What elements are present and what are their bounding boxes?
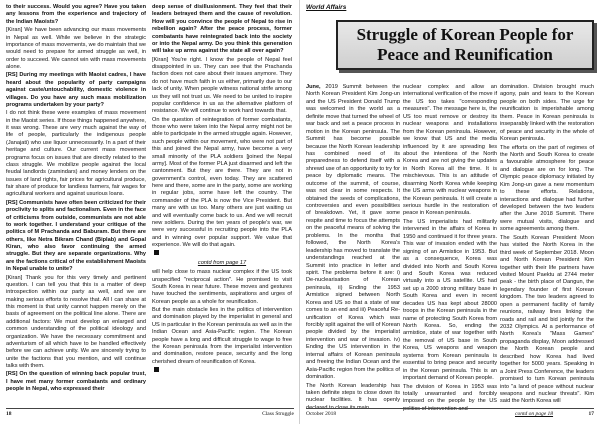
article-column-3 [500,84,594,406]
article-paragraph: The efforts on the part of regimes of the North and South Korea to create a favourable atmosphere for peace and dialogue are on for long. The Olympic peace diplomacy initiated by Kim Jong-un gave a new momentum to these efforts. Relations, interactions and dialogue had further developed between the two leaders after the June 2018 Summit. There were mutual visits, dialogue and some agreements among them. [500,144,594,233]
article-paragraph: The division of Korea in 1953 was totally unwarranted and forcibly imposed on the people by the US [403,383,497,405]
footer-rule [306,408,594,409]
article-paragraph: June, 2019 Summit between the North Korean President Kim Jong-un and the US President Donald Trump was welcomed in the world as a definite move that turned the wheel of war back and set a peace process in motion in the Korean peninsula. The Summit has become possible because the North Korean leadership has combined need of its preparedness to defend itself with a shrewd use of an opportunity to try for peace by diplomatic means. The outcome of the summit, of course, was not clear in some respects. It obtained the seeds of complications, controversies and even possibilities of breakdown. Yet, it gave some respite and time to focus the attempts on the peaceful means of solving the problems. In the months that followed, the North Korea's leadership has moved to translate the understandings reached at the Summit into practice in letter and spirit. The problems before it are: i) De-nuclearisation of Korean peninsula, ii) Ending the 1953 Armistice signed between North Korea and US so that a state of war comes to an end and iii) Peaceful Re-unification of Korea which was forcibly split against the will of Korean people divided by the imperialist intervention and war of invasion. iv) Ending the US intervention in the internal affairs of Korean peninsula and freeing the Indian Ocean and the Asia-Pacific region from the politics of domination. [306,84,400,381]
magazine-name: Class Struggle [262,411,294,417]
lead-word: June, [306,84,326,90]
section-label: World Affairs [306,4,347,11]
magazine-date: October 2018 [306,411,337,417]
continued-paragraph: But the main obstacle lies in the politics of intervention and domination played by the imperialist in general and US in particular in the Korean peninsula as well as in the Indian Ocean and Asia-Pacific region. The Korean people have a long and difficult struggle to wage to free the Korean peninsula from the imperialist intervention and domination, restore peace, security and the long cherished dream of reunification of Korea. [152,307,292,365]
article-paragraph: The South Korean President Moon has visited the North Korea in the third week of September 2018. Moon and North Korean President Kim together with their life partners have visited Mount Paektu at 2744 meter peak - the birth place of Dangun, the legendary founder of first Korean kingdom. The two leaders agreed to open a permanent facility of family reunions, railway lines linking the roads and rail and bid jointly for the 2032 Olympics. At a performance of North Korea's "Mass Games" propaganda display, Moon addressed the North Korean people and described how Korea had lived together for 5000 years. Speaking in a Joint Press Conference, the leaders promised to turn Korean peninsula into "a land of peace without nuclear weapons and nuclear threats". Kim said the North Korea will [500,234,594,405]
interview-answer: [Kiran] Thank you for this very timely and pertinent question. I can tell you that this is a matter of deep introspection within our party as well, and we are making serious efforts to resolve that. All I can share at this moment is that unity cannot happen merely on the basis of agreement on the political line alone. There are additional factors: We must develop an enlarged and common understanding of the political ideology and organization. We have the necessary commitment and adventurism of all which have to be handled effectively before we can achieve unity. We are sincerely trying to unite the factions that you mention, and will continue talks with them. [6,274,146,369]
continued-paragraph: will help close to mass nuclear complex if the US took unspecified "reciprocal action". He promised to visit South Korea in near future. These moves and gestures have touched the sentiments, aspirations and urges of Korean people as a whole for reunification. [152,269,292,305]
interview-column-1 [6,4,146,406]
article-paragraph: The US imperialists had militarily intervened in the affairs of Korea in 1950 and continued it for three years. This war of invasion ended with the signing of an Armistice in 1953. But as a consequence, Korea was divided into North and South Korea and South Korea was reduced virtually into a US satellite. US had set up a 2000 strong military base in South Korea and even in recent decades US has kept about 28000 troops in the Korean peninsula in the name of protecting South Korea from North Korea. So, ending the armistice, state of war together with the removal of US base in South Korea, US weapons and weapon systems from Korean peninsula is essential to bring peace and security in the Korean peninsula. This is an important demand of Korean people. [403,218,497,382]
article-end-marker [152,367,292,374]
article-paragraph: The North Korean leadership has taken definite steps to close down its nuclear facilities. It has openly [306,382,400,404]
column-paragraph: [Kiran] We have been advancing our mass movements in Nepal as well. While we believe in the strategic importance of mass movements, we do maintain that we would need to prepare for armed struggle as well, in order to succeed. We cannot win with mass movements alone. [6,27,146,70]
footer-rule [6,408,294,409]
interview-answer: On the question of reintegration of former combatants, those who were taken into the Nepal army might not be able to participate in the armed struggle again. However, such people within our movement, who were not part of this and joined the Nepal army, have become a very small minority of the PLA soldiers [joined the Nepal army]. Most of the former PLA just disarmed and left the cantonment. But they are there. They are not in government's control, even today. They are scattered here and there, some are in the party, some are working in regular jobs, some have left the country. The commander of the PLA is now the Vice President. But many are with us too. Many others are just waiting us and will eventually come back to us. And we will recruit new soldiers. During the ten years of people's war, we were very successful in recruiting people into the PLA and in winning over popular support. We value that experience. We will do that again. [152,116,292,248]
article-paragraph: nuclear complex and allow an international verification of the move if the US too takes "corresponding measures". The message here is, the US too must remove or destroy its nuclear weapons and installations from the Korean peninsula. However, we know that US and the media influenced by it are spreading lies about the intentions of the North Korea and are not giving the updates in North Korea all the time. It is mischievous. This is an attitude of disarming North Korea while keeping the US arms with nuclear weapons in the Korean peninsula. It will create a serious hurdle in the restoration of peace in Korean peninsula. [403,84,497,217]
page-number: 17 [588,411,594,417]
article-headline: Struggle of Korean People for Peace and Reunification [356,25,574,64]
article-column-2 [403,84,497,406]
interview-answer: [Kiran] You're right. I know the people of Nepal feel disappointed in us. They can see that the Prachanda faction does not care about their issues anymore. They do not have much faith in us either, primarily due to our lack of unity. When people witness national strife among us they will not trust us. We need to be united to inspire popular confidence in us as the alternative platform of resistance. We will continue to work hard towards that. [152,56,292,115]
continued-on-label[interactable]: contd on page 18 [515,411,554,417]
page-number: 18 [6,411,12,417]
interview-question: [RS] On the question of winning back popular trust, I have met many former combatants and ordinary people in Nepal, who expressed their [6,371,146,393]
continued-from-label[interactable]: contd from page 17 [197,259,247,266]
interview-question: [RS] During my meetings with Maoist cadres, I have heard about the popularity of party campaigns against caste/untouchability, domestic violence in villages. Do you have any such mass mobilization programs undertaken by your party? [6,72,146,108]
interview-answer: I do not think these were examples of mass movement in the Maoist series. If those things happened anywhere, it was wrong. These are very much against the way of life of people, particularly the indigenous people (Janajati) who use liquor unnecessarily. In a part of their heritage and culture. Our current mass movement programs focus on issues that are directly related to the class struggle. We mobilize people against the local feudal landlords (zamindars) and money lenders on the issues of land rights, fair prices for agricultural produce, fair share of produce for landless farmers, fair wages for agricultural workers and against usurious loans. [6,110,146,198]
article-paragraph: domination. Division brought much agony, pain and tears to the Korean people on both sides. The urge for reunification is imperishable among them. Peace in Korean peninsula is inseparably linked with the restoration of peace and security in the whole of Korean peninsula. [500,84,594,143]
end-square-icon [154,250,159,255]
column-paragraph: to their success. Would you agree? Have you taken any lessons from the experience and trajectory of the Indian Maoists? [6,4,146,25]
interview-question: deep sense of disillusionment. They feel that their leaders betrayed them and the cause of revolution. How will you convince the people of Nepal to rise in rebellion again? After the peace process, former combatants have reintegrated back into the society or into the Nepal army. Do you think this generation will take up arms against the state all over again? [152,4,292,55]
end-square-icon [154,367,159,372]
article-end-marker [152,250,292,257]
headline-box [336,20,594,70]
right-page [300,0,600,424]
interview-column-2 [152,4,292,406]
interview-question: [RS] Communists have often been criticized for their proclivity to splits and factionalism. Even in the face of criticisms from outside, communists are not able to work together. I understand your critique of the politics of M Prachanda and Baburam. But there are others, like Netra Bikram Chand (Biplab) and Gopal Kiran, who also favor continuing the armed struggle. But they are separate organizations. Why are the factions critical of the establishment Maoists in Nepal unable to unite? [6,199,146,273]
article-column-1 [306,84,400,406]
